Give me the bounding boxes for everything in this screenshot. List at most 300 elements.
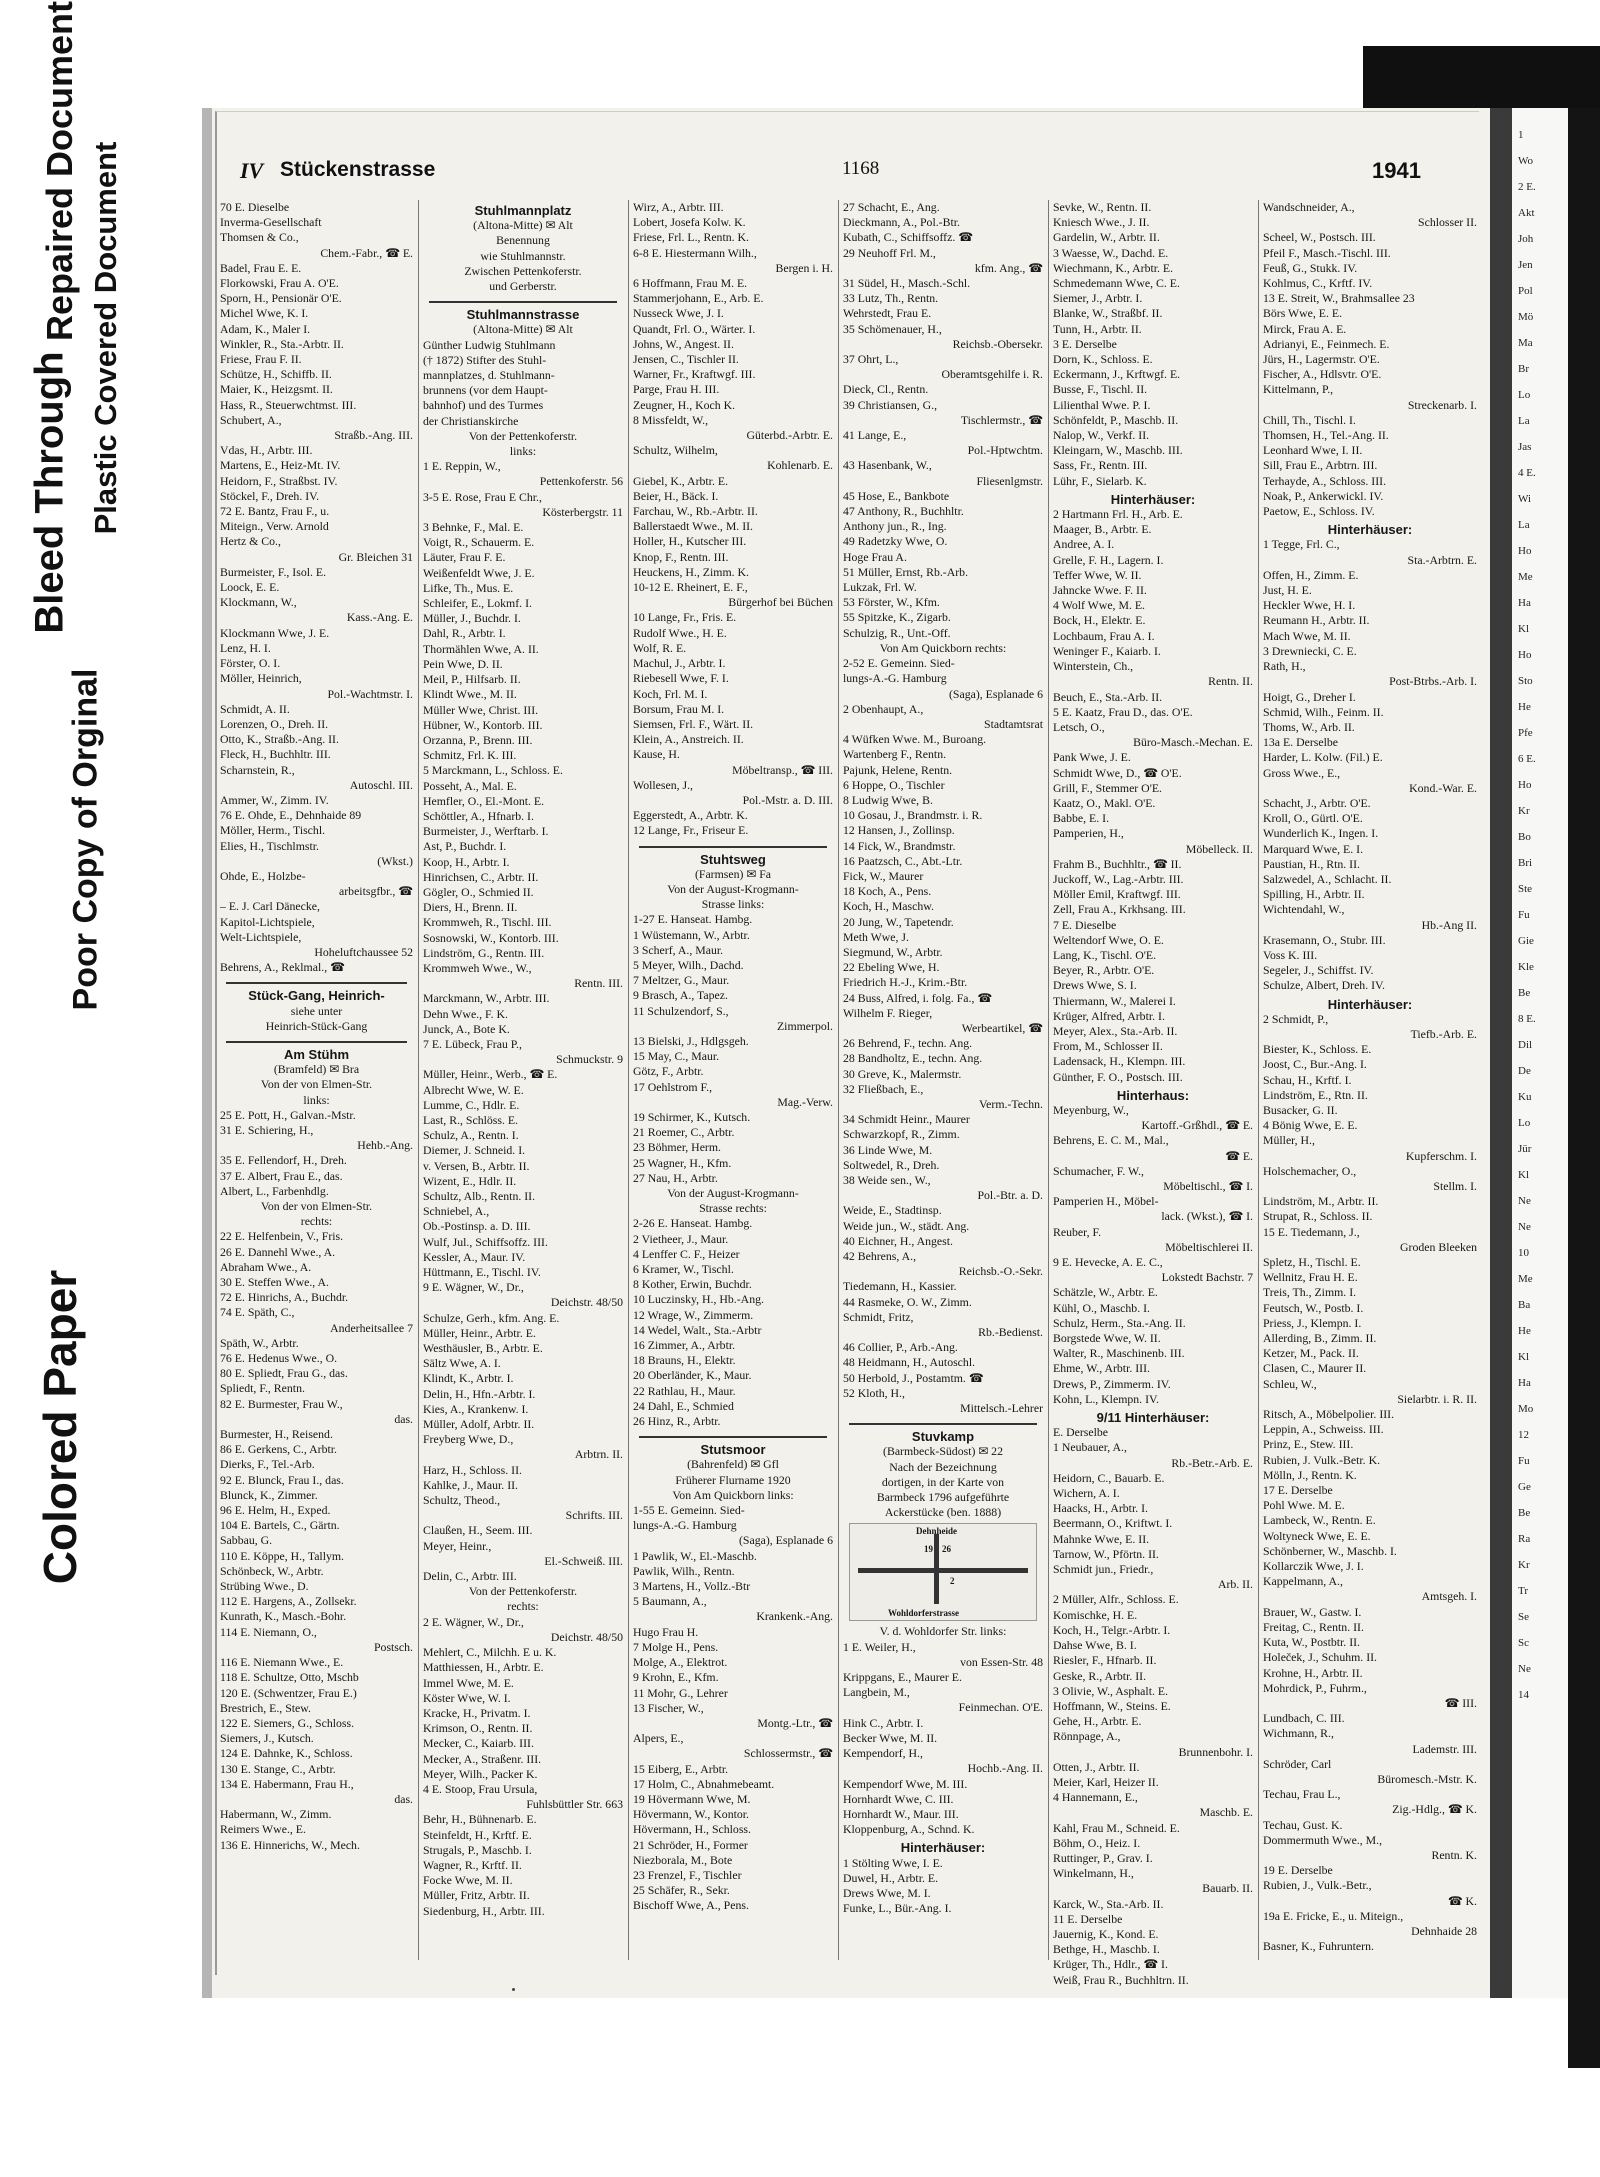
directory-entry: Niezborala, M., Bote (633, 1852, 733, 1867)
directory-entry: Förster, O. I. (220, 656, 281, 671)
directory-entry: 40 Eichner, H., Angest. (843, 1233, 953, 1248)
directory-entry: das. (394, 1411, 413, 1426)
directory-entry: Weide jun., W., städt. Ang. (843, 1218, 970, 1233)
directory-entry: Bergen i. H. (775, 260, 833, 275)
directory-entry: Sabbau, G. (220, 1533, 273, 1548)
street-heading: Hinterhäuser: (1327, 996, 1413, 1012)
directory-entry: Ehme, W., Arbtr. III. (1053, 1361, 1150, 1376)
directory-entry: Bürgerhof bei Büchen (728, 595, 833, 610)
directory-entry: Hochb.-Ang. II. (967, 1761, 1043, 1776)
directory-entry: Läuter, Frau F. E. (423, 550, 506, 565)
directory-entry: Hoffmann, W., Steins. E. (1053, 1698, 1171, 1713)
directory-entry: Riesler, F., Hfnarb. II. (1053, 1653, 1157, 1668)
directory-entry: 43 Hasenbank, W., (843, 458, 932, 473)
directory-entry: Kleingarn, W., Maschb. III. (1053, 443, 1183, 458)
directory-entry: 1 E. Weiler, H., (843, 1639, 916, 1654)
directory-entry: Strugals, P., Maschb. I. (423, 1842, 532, 1857)
directory-entry: Lenz, H. I. (220, 640, 271, 655)
scan-black-corner (1363, 46, 1600, 108)
directory-entry: Matthiessen, H., Arbtr. E. (423, 1660, 544, 1675)
directory-entry: Müller, J., Buchdr. I. (423, 611, 521, 626)
directory-entry: Wartenberg F., Rentn. (843, 747, 947, 762)
directory-entry: Blanke, W., Straßbf. II. (1053, 306, 1163, 321)
directory-entry: Paetow, E., Schloss. IV. (1263, 504, 1375, 519)
directory-entry: Parge, Frau H. III. (633, 382, 720, 397)
directory-entry: bahnhof) und des Turmes (423, 398, 544, 413)
adjacent-page-text: Ba (1518, 1299, 1531, 1311)
directory-entry: 1 Tegge, Frl. C., (1263, 537, 1340, 552)
directory-entry: Maschb. E. (1199, 1805, 1253, 1820)
directory-entry: 27 Nau, H., Arbtr. (633, 1170, 718, 1185)
adjacent-page-text: Se (1518, 1611, 1529, 1623)
directory-entry: Sevke, W., Rentn. II. (1053, 200, 1152, 214)
directory-entry: Brauer, W., Gastw. I. (1263, 1604, 1362, 1619)
adjacent-page-text: Kl (1518, 1351, 1529, 1363)
directory-entry: Tarnow, W., Pförtn. II. (1053, 1546, 1159, 1561)
directory-entry: 1 Wüstemann, W., Arbtr. (633, 927, 750, 942)
directory-entry: 27 Schacht, E., Ang. (843, 200, 940, 214)
directory-entry: Von der Pettenkoferstr. (468, 1584, 578, 1599)
directory-entry: Hb.-Ang II. (1421, 917, 1477, 932)
directory-entry: Mirck, Frau A. E. (1263, 321, 1347, 336)
directory-entry: 2 Müller, Alfr., Schloss. E. (1053, 1592, 1179, 1607)
directory-entry: Klockmann Wwe, J. E. (220, 625, 330, 640)
directory-entry: Prinz, E., Stew. III. (1263, 1437, 1354, 1452)
directory-entry: Lokstedt Bachstr. 7 (1161, 1270, 1253, 1285)
directory-entry: Groden Bleeken (1400, 1239, 1477, 1254)
adjacent-page-text: Joh (1518, 233, 1534, 245)
directory-entry: lungs-A.-G. Hamburg (633, 1518, 737, 1533)
directory-entry: E. Derselbe (1053, 1425, 1109, 1440)
adjacent-page-text: Ho (1518, 779, 1532, 791)
directory-entry: Meyenburg, W., (1053, 1102, 1129, 1117)
directory-entry: Lundbach, C. III. (1263, 1711, 1345, 1726)
street-heading: 9/11 Hinterhäuser: (1096, 1410, 1210, 1426)
directory-entry: Klindt Wwe., M. II. (423, 687, 517, 702)
directory-entry: von Essen-Str. 48 (960, 1654, 1043, 1669)
directory-entry: Kahlke, J., Maur. II. (423, 1477, 519, 1492)
adjacent-page-text: Jür (1518, 1143, 1532, 1155)
directory-entry: Pettenkoferstr. 56 (539, 474, 623, 489)
directory-entry: 13 Fischer, W., (633, 1700, 704, 1715)
directory-entry: 22 Rathlau, H., Maur. (633, 1383, 736, 1398)
directory-entry: Meyer, Wilh., Packer K. (423, 1766, 538, 1781)
directory-entry: Mahnke Wwe, E. II. (1053, 1531, 1150, 1546)
directory-entry: 1-55 E. Gemeinn. Sied- (633, 1503, 745, 1518)
directory-entry: Heckler Wwe, H. I. (1263, 598, 1356, 613)
directory-entry: 80 E. Spliedt, Frau G., das. (220, 1366, 348, 1381)
directory-entry: Lobert, Josefa Kolw. K. (633, 215, 746, 230)
directory-entry: Kempendorf Wwe, M. III. (843, 1776, 968, 1791)
directory-entry: Rb.-Bedienst. (978, 1325, 1043, 1340)
directory-entry: Friedrich H.-J., Krim.-Btr. (843, 975, 968, 990)
directory-entry: 110 E. Köppe, H., Tallym. (220, 1548, 345, 1563)
directory-entry: Feinmechan. O'E. (958, 1700, 1043, 1715)
directory-entry: 23 Böhmer, Herm. (633, 1140, 721, 1155)
directory-entry: Albert, L., Farbenhdlg. (220, 1183, 329, 1198)
directory-entry: Tischlermstr., ☎ (960, 412, 1043, 427)
directory-entry: Thomsen & Co., (220, 230, 299, 245)
sidebar-panel-middle (27, 141, 190, 1260)
directory-entry: Salzwedel, A., Schlacht. II. (1263, 871, 1392, 886)
street-heading: Stuhlmannstrasse (466, 307, 580, 323)
adjacent-page-text: Lo (1518, 389, 1531, 401)
directory-entry: Krüger, Alfred, Arbtr. I. (1053, 1008, 1165, 1023)
directory-entry: 49 Radetzky Wwe, O. (843, 534, 948, 549)
directory-entry: Schütze, H., Schiffb. II. (220, 367, 332, 382)
directory-entry: Rubien, J., Vulk.-Betr., (1263, 1878, 1372, 1893)
directory-entry: Letsch, O., (1053, 719, 1105, 734)
directory-entry: 4 Bönig Wwe, E. E. (1263, 1118, 1358, 1133)
directory-entry: Winkler, R., Sta.-Arbtr. II. (220, 336, 344, 351)
directory-entry: Reumann H., Arbtr. II. (1263, 613, 1370, 628)
directory-entry: Kroll, O., Gürtl. O'E. (1263, 811, 1363, 826)
directory-entry: Ob.-Postinsp. a. D. III. (423, 1219, 531, 1234)
directory-entry: Hövermann, W., Kontor. (633, 1807, 749, 1822)
directory-entry: Von Am Quickborn rechts: (879, 640, 1007, 655)
directory-entry: Möbeltischlerei II. (1165, 1239, 1253, 1254)
directory-entry: Sass, Fr., Rentn. III. (1053, 458, 1148, 473)
section-rule (849, 1418, 1037, 1425)
directory-entry: Mecker, A., Straßenr. III. (423, 1751, 542, 1766)
directory-entry: Wagner, R., Krftf. II. (423, 1857, 522, 1872)
directory-entry: Hoigt, G., Dreher I. (1263, 689, 1356, 704)
directory-entry: Von der von Elmen-Str. (260, 1199, 373, 1213)
directory-entry: Focke Wwe, M. II. (423, 1873, 513, 1888)
directory-entry: 3 Olivie, W., Asphalt. E. (1053, 1683, 1169, 1698)
adjacent-page-text: Dil (1518, 1039, 1533, 1051)
directory-entry: Voss K. III. (1263, 947, 1318, 962)
directory-entry: 1-27 E. Hanseat. Hambg. (633, 912, 753, 927)
directory-entry: Ketzer, M., Pack. II. (1263, 1346, 1359, 1361)
directory-entry: Meier, Karl, Heizer II. (1053, 1774, 1159, 1789)
directory-entry: Mittelsch.-Lehrer (960, 1401, 1043, 1416)
map-road-vertical (934, 1534, 939, 1604)
directory-entry: Gr. Bleichen 31 (338, 549, 413, 564)
directory-entry: Schmidt Wwe, D., ☎ O'E. (1053, 765, 1182, 780)
directory-entry: Möller Emil, Kraftwgf. III. (1053, 887, 1181, 902)
directory-entry: Lühr, F., Sielarb. K. (1053, 473, 1147, 488)
directory-entry: Deichstr. 48/50 (550, 1295, 623, 1310)
adjacent-page-text: 12 (1518, 1429, 1529, 1441)
directory-entry: Strasse rechts: (699, 1201, 767, 1216)
directory-entry: Schulz, A., Rentn. I. (423, 1128, 519, 1143)
directory-entry: Diers, H., Brenn. II. (423, 900, 518, 915)
directory-entry: Kösterbergstr. 11 (542, 504, 623, 519)
directory-entry: 4 E. Stoop, Frau Ursula, (423, 1781, 538, 1796)
directory-entry: Maager, B., Arbtr. E. (1053, 522, 1152, 537)
directory-entry: 35 Schömenauer, H., (843, 321, 942, 336)
directory-entry: Lademstr. III. (1412, 1741, 1477, 1756)
directory-entry: Busse, F., Tischl. II. (1053, 382, 1148, 397)
directory-entry: Börs Wwe, E. E. (1263, 306, 1343, 321)
adjacent-page-text: Ha (1518, 597, 1531, 609)
directory-entry: Brunnenbohr. I. (1178, 1744, 1253, 1759)
directory-entry: Habermann, W., Zimm. (220, 1807, 332, 1822)
adjacent-page-fragment (1512, 108, 1568, 1998)
directory-entry: 72 E. Hinrichs, A., Buchdr. (220, 1290, 349, 1305)
directory-entry: Hoge Frau A. (843, 549, 907, 564)
directory-entry: 82 E. Burmester, Frau W., (220, 1396, 343, 1411)
directory-entry: 10 Lange, Fr., Fris. E. (633, 610, 737, 625)
directory-entry: 3 Behnke, F., Mal. E. (423, 520, 524, 535)
directory-entry: Sill, Frau E., Arbtrn. III. (1263, 458, 1378, 473)
street-location-map (849, 1523, 1037, 1621)
adjacent-page-text: La (1518, 519, 1530, 531)
directory-entry: Woltyneck Wwe, E. E. (1263, 1528, 1371, 1543)
directory-entry: Fuhlsbüttler Str. 663 (526, 1797, 623, 1812)
directory-entry: Wolf, R. E. (633, 640, 687, 655)
directory-entry: Kunrath, K., Masch.-Bohr. (220, 1609, 347, 1624)
directory-entry: 2 Hartmann Frl. H., Arb. E. (1053, 507, 1183, 522)
directory-entry: 9 Brasch, A., Tapez. (633, 988, 728, 1003)
directory-entry: Schwarzkopf, R., Zimm. (843, 1127, 960, 1142)
map-label-top: Dehnheide (916, 1526, 958, 1537)
directory-entry: Heidorn, F., Straßbst. IV. (220, 473, 338, 488)
directory-entry: Hüttmann, E., Tischl. IV. (423, 1265, 541, 1280)
directory-entry: Klein, A., Anstreich. II. (633, 732, 744, 747)
directory-entry: Strupat, R., Schloss. II. (1263, 1209, 1373, 1224)
directory-entry: Weide, E., Stadtinsp. (843, 1203, 942, 1218)
directory-entry: 17 Holm, C., Abnahmebeamt. (633, 1776, 775, 1791)
directory-entry: ☎ K. (1447, 1893, 1477, 1908)
directory-entry: Wandschneider, A., (1263, 200, 1355, 214)
directory-entry: 4 Wüfken Wwe. M., Buroang. (843, 732, 987, 747)
directory-entry: Schniebel, A., (423, 1204, 490, 1219)
directory-entry: 114 E. Niemann, O., (220, 1624, 317, 1639)
directory-entry: Büromesch.-Mstr. K. (1377, 1771, 1477, 1786)
directory-entry: Adrianyi, E., Feinmech. E. (1263, 336, 1390, 351)
directory-entry: Jensen, C., Tischler II. (633, 352, 739, 367)
directory-entry: 9 E. Hevecke, A. E. C., (1053, 1255, 1163, 1270)
directory-entry: Anderheitsallee 7 (330, 1320, 413, 1335)
directory-entry: dortigen, in der Karte von (881, 1474, 1005, 1489)
adjacent-page-text: Bri (1518, 857, 1533, 869)
adjacent-page-text: Mö (1518, 311, 1534, 323)
directory-entry: ☎ E. (1225, 1148, 1253, 1163)
directory-entry: 41 Lange, E., (843, 428, 907, 443)
directory-entry: Pol.-Mstr. a. D. III. (742, 792, 833, 807)
directory-entry: Drews, P., Zimmerm. IV. (1053, 1376, 1171, 1391)
directory-entry: Bock, H., Elektr. E. (1053, 613, 1146, 628)
directory-entry: 5 E. Kaatz, Frau D., das. O'E. (1053, 704, 1193, 719)
directory-entry: 52 Kloth, H., (843, 1385, 905, 1400)
directory-entry: Ballerstaedt Wwe., M. II. (633, 519, 754, 534)
adjacent-page-text: Ne (1518, 1195, 1531, 1207)
directory-entry: Stöckel, F., Dreh. IV. (220, 488, 320, 503)
directory-entry: Müller, Adolf, Arbtr. II. (423, 1417, 535, 1432)
directory-entry: Wilhelm F. Rieger, (843, 1005, 933, 1020)
section-rule (226, 977, 407, 984)
directory-entry: Zell, Frau A., Krkhsang. III. (1053, 902, 1186, 917)
directory-entry: brunnens (vor dem Haupt- (423, 383, 548, 398)
scan-black-edge (1568, 108, 1600, 2068)
directory-entry: 15 May, C., Maur. (633, 1049, 720, 1064)
directory-entry: Kaatz, O., Makl. O'E. (1053, 795, 1156, 810)
directory-entry: Winterstein, Ch., (1053, 659, 1134, 674)
directory-entry: Stadtamtsrat (984, 716, 1043, 731)
adjacent-page-text: Kle (1518, 961, 1534, 973)
directory-entry: 130 E. Stange, C., Arbtr. (220, 1761, 336, 1776)
directory-entry: Burmeister, J., Werftarb. I. (423, 824, 549, 839)
directory-entry: Ammer, W., Zimm. IV. (220, 792, 329, 807)
directory-entry: 37 E. Albert, Frau E., das. (220, 1168, 343, 1183)
directory-entry: 13a E. Derselbe (1263, 735, 1339, 750)
adjacent-page-text: 1 (1518, 129, 1524, 141)
directory-entry: Hugo Frau H. (633, 1624, 699, 1639)
directory-entry: 42 Behrens, A., (843, 1249, 917, 1264)
directory-entry: 3-5 E. Rose, Frau E Chr., (423, 489, 542, 504)
directory-entry: Segeler, J., Schiffst. IV. (1263, 963, 1374, 978)
directory-entry: 45 Hose, E., Bankbote (843, 488, 950, 503)
adjacent-page-text: Fu (1518, 909, 1530, 921)
adjacent-page-text: Ku (1518, 1091, 1532, 1103)
map-house-number: 19 (924, 1544, 933, 1555)
section-rule (226, 1036, 407, 1043)
directory-entry: und Gerberstr. (489, 279, 557, 294)
directory-entry: Stammerjohann, E., Arb. E. (633, 291, 764, 306)
adjacent-page-text: 4 E. (1518, 467, 1536, 479)
directory-entry: arbeitsgfbr., ☎ (339, 884, 413, 899)
directory-entry: Strübing Wwe., D. (220, 1579, 309, 1594)
directory-column-4 (843, 200, 1043, 1960)
directory-entry: Köster Wwe, W. I. (423, 1690, 511, 1705)
directory-entry: Schönbeck, W., Arbtr. (220, 1563, 324, 1578)
directory-entry: Tiedemann, H., Kassier. (843, 1279, 957, 1294)
directory-entry: Straßb.-Ang. III. (334, 428, 413, 443)
directory-entry: 16 Zimmer, A., Arbtr. (633, 1338, 736, 1353)
directory-entry: Klindt, K., Arbtr. I. (423, 1371, 514, 1386)
sidebar-panel-bottom (30, 1260, 190, 1720)
adjacent-page-text: Br (1518, 363, 1529, 375)
directory-entry: Freyberg Wwe, D., (423, 1432, 514, 1447)
directory-entry: 9 E. Wägner, W., Dr., (423, 1280, 524, 1295)
directory-entry: Wollesen, J., (633, 777, 693, 792)
directory-entry: 24 Dahl, E., Schmied (633, 1398, 734, 1413)
adjacent-page-text: Ge (1518, 1481, 1531, 1493)
directory-entry: Schacht, J., Arbtr. O'E. (1263, 795, 1371, 810)
directory-entry: Sta.-Arbtrn. E. (1407, 552, 1477, 567)
directory-entry: Scharnstein, R., (220, 762, 295, 777)
directory-entry: Kappelmann, A., (1263, 1574, 1343, 1589)
directory-entry: Zeugner, H., Koch K. (633, 397, 736, 412)
page-street-heading: Stückenstrasse (280, 158, 436, 181)
directory-entry: Paustian, H., Rtn. II. (1263, 856, 1360, 871)
adjacent-page-text: Ra (1518, 1533, 1531, 1545)
directory-entry: Thomsen, H., Tel.-Ang. II. (1263, 428, 1389, 443)
directory-entry: 23 Frenzel, F., Tischler (633, 1867, 742, 1882)
directory-entry: Behr, H., Bühnenarb. E. (423, 1812, 537, 1827)
directory-entry: Kessler, A., Maur. IV. (423, 1249, 526, 1264)
directory-entry: Frahm B., Buchhltr., ☎ II. (1053, 856, 1182, 871)
directory-entry: Möller, Herm., Tischl. (220, 823, 326, 838)
directory-entry: 3 Waesse, W., Dachd. E. (1053, 245, 1169, 260)
directory-column-3 (633, 200, 833, 1960)
directory-entry: Basner, K., Fuhruntern. (1263, 1939, 1374, 1954)
directory-entry: Schleifer, E., Lokmf. I. (423, 596, 532, 611)
directory-entry: Strasse links: (701, 897, 765, 912)
directory-entry: Ruttinger, P., Grav. I. (1053, 1850, 1153, 1865)
directory-entry: 34 Schmidt Heinr., Maurer (843, 1112, 970, 1127)
directory-entry: 35 E. Fellendorf, H., Dreh. (220, 1153, 347, 1168)
directory-entry: links: (303, 1092, 330, 1107)
directory-entry: 30 Greve, K., Malermstr. (843, 1066, 962, 1081)
directory-entry: Joost, C., Bur.-Ang. I. (1263, 1057, 1367, 1072)
directory-entry: Kittelmann, P., (1263, 382, 1334, 397)
sidebar-labels (27, 0, 190, 1720)
directory-entry: 10 Gosau, J., Brandmstr. i. R. (843, 808, 983, 823)
directory-entry: Klockmann, W., (220, 595, 297, 610)
directory-entry: Krommweh, R., Tischl. III. (423, 915, 552, 930)
directory-entry: Kapitol-Lichtspiele, (220, 914, 315, 929)
directory-entry: 31 Südel, H., Masch.-Schl. (843, 276, 971, 291)
directory-column-6 (1263, 200, 1477, 1960)
directory-entry: 13 Bielski, J., Hdlgsgeh. (633, 1033, 749, 1048)
directory-entry: 136 E. Hinnerichs, W., Mech. (220, 1837, 360, 1852)
directory-entry: Koch, H., Maschw. (843, 899, 934, 914)
directory-entry: Schlosser II. (1418, 215, 1477, 230)
directory-entry: 30 E. Steffen Wwe., A. (220, 1275, 329, 1290)
directory-entry: Machul, J., Arbtr. I. (633, 656, 726, 671)
map-house-number: 2 (950, 1576, 955, 1587)
directory-entry: Michel Wwe, K. I. (220, 306, 309, 321)
directory-entry: v. Versen, B., Arbtr. II. (423, 1158, 530, 1173)
directory-entry: Dahl, R., Arbtr. I. (423, 626, 506, 641)
directory-entry: 38 Weide sen., W., (843, 1173, 931, 1187)
directory-entry: Siemer, J., Arbtr. I. (1053, 291, 1143, 306)
directory-entry: 9 Krohn, E., Kfm. (633, 1670, 719, 1685)
directory-entry: 15 Eiberg, E., Arbtr. (633, 1761, 729, 1776)
directory-entry: Borsum, Frau M. I. (633, 701, 725, 716)
directory-entry: Lindström, E., Rtn. II. (1263, 1087, 1368, 1102)
directory-entry: Möller, Heinrich, (220, 671, 302, 686)
directory-entry: (Altona-Mitte) ✉ Alt (473, 322, 573, 337)
directory-entry: Reichsb.-O.-Sekr. (958, 1264, 1043, 1279)
directory-entry: Bauarb. II. (1202, 1881, 1253, 1896)
adjacent-page-text: 14 (1518, 1689, 1529, 1701)
directory-entry: Nusseck Wwe, J. I. (633, 306, 724, 321)
directory-entry: Walter, R., Maschinenb. III. (1053, 1346, 1185, 1361)
directory-entry: Schmitz, Frl. K. III. (423, 748, 517, 763)
directory-entry: Steinfeldt, H., Krftf. E. (423, 1827, 532, 1842)
adjacent-page-text: Kr (1518, 1559, 1530, 1571)
directory-entry: Krimson, O., Rentn. II. (423, 1721, 533, 1736)
adjacent-page-text: Sto (1518, 675, 1533, 687)
directory-entry: Pfeil F., Masch.-Tischl. III. (1263, 245, 1391, 260)
directory-entry: Biester, K., Schloss. E. (1263, 1042, 1372, 1057)
directory-entry: 72 E. Bantz, Frau F., u. (220, 504, 330, 519)
directory-entry: Pol.-Wachtmstr. I. (327, 686, 413, 701)
adjacent-page-text: De (1518, 1065, 1531, 1077)
directory-entry: Thoms, W., Arb. II. (1263, 719, 1355, 734)
directory-entry: Schönberner, W., Maschb. I. (1263, 1543, 1397, 1558)
directory-entry: Borgstede Wwe, W. II. (1053, 1331, 1161, 1346)
adjacent-page-text: Ma (1518, 337, 1533, 349)
directory-entry: Schöttler, A., Hfnarb. I. (423, 808, 534, 823)
directory-entry: Postsch. (373, 1639, 413, 1654)
directory-entry: 3 Scherf, A., Maur. (633, 942, 724, 957)
directory-entry: Last, R., Schlöss. E. (423, 1112, 519, 1127)
directory-entry: Sosnowski, W., Kontorb. III. (423, 930, 559, 945)
directory-entry: Streckenarb. I. (1407, 397, 1477, 412)
directory-entry: Gross Wwe., E., (1263, 765, 1341, 780)
adjacent-page-text: Ne (1518, 1663, 1531, 1675)
directory-column-2 (423, 200, 623, 1960)
directory-entry: Werbeartikel, ☎ (961, 1020, 1043, 1035)
directory-entry: Von der August-Krogmann- (667, 881, 799, 896)
directory-entry: 14 Wedel, Walt., Sta.-Arbtr (633, 1322, 762, 1337)
directory-entry: Möbelleck. II. (1185, 841, 1253, 856)
